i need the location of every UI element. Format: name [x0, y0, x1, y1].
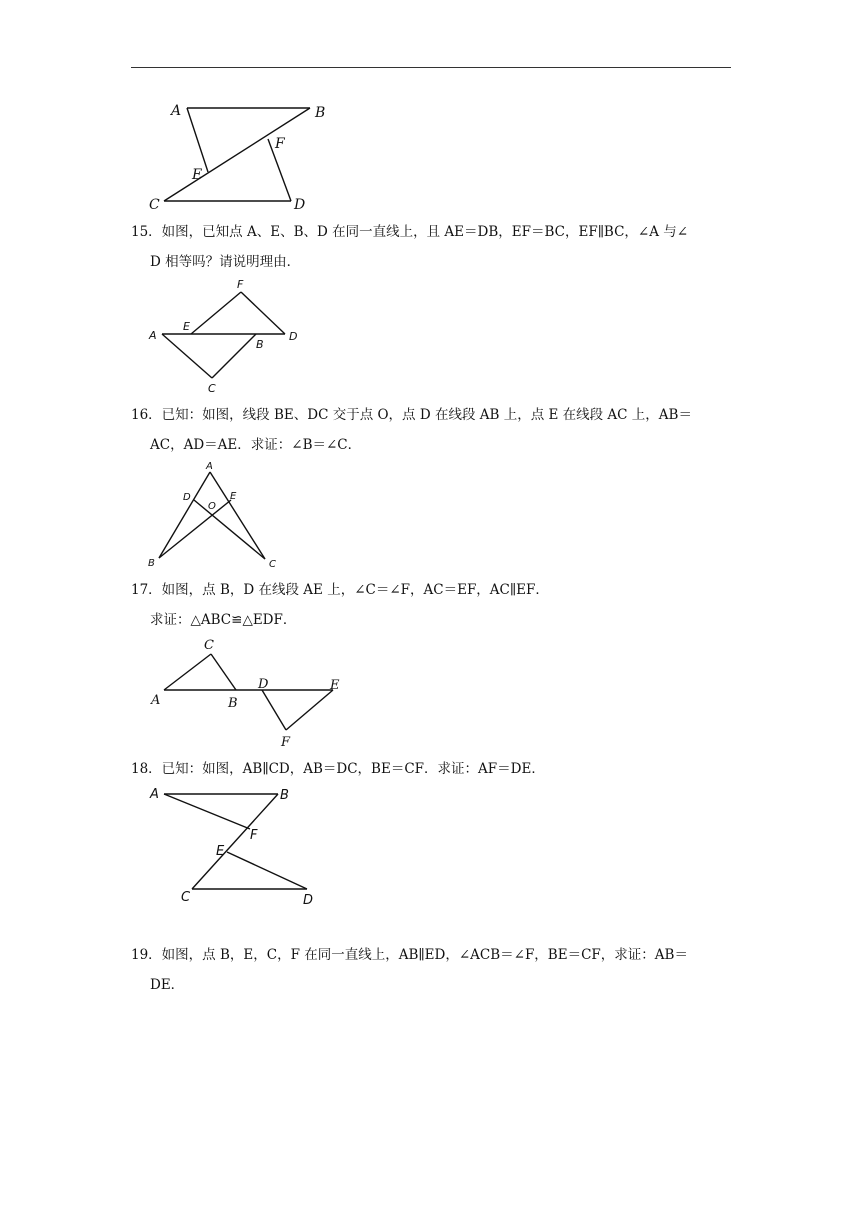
figure-16 — [145, 458, 285, 573]
figure-15 — [145, 278, 310, 398]
problem-17 — [131, 575, 731, 635]
label-a: A — [150, 787, 159, 802]
label-c: C — [208, 382, 216, 395]
label-f: F — [250, 828, 258, 843]
segment-cb — [164, 108, 310, 201]
segment-be — [159, 500, 231, 558]
label-f: F — [237, 278, 244, 291]
label-b: B — [315, 105, 326, 121]
problem-17-line1: 17．如图，点 B，D 在线段 AE 上，∠C＝∠F，AC＝EF，AC∥EF． — [131, 582, 549, 598]
segment-cb — [212, 334, 256, 378]
problem-17-line2: 求证：△ABC≌△EDF． — [150, 612, 297, 628]
problem-19-line1: 19．如图，点 B，E，C，F 在同一直线上，AB∥ED，∠ACB＝∠F，BE＝CF，求证：AB＝ — [131, 947, 688, 963]
label-a: A — [149, 329, 157, 342]
label-e: E — [230, 491, 237, 502]
segment-ac — [164, 654, 211, 690]
problem-18-line1: 18．已知：如图，AB∥CD，AB＝DC，BE＝CF．求证：AF＝DE． — [131, 761, 545, 777]
label-b: B — [148, 558, 155, 569]
label-f: F — [275, 136, 285, 152]
problem-18 — [131, 754, 731, 784]
label-c: C — [149, 197, 160, 213]
segment-cd — [194, 500, 265, 559]
problem-16-line2: AC，AD＝AE．求证：∠B＝∠C． — [150, 437, 362, 453]
label-a: A — [151, 693, 161, 708]
label-b: B — [256, 338, 264, 351]
problem-19-line2: DE． — [150, 977, 185, 993]
segment-ab — [159, 472, 210, 558]
problem-19 — [131, 940, 731, 1000]
figure-18 — [145, 782, 330, 912]
label-c: C — [181, 890, 191, 905]
label-d: D — [183, 492, 191, 503]
segment-af — [164, 794, 250, 829]
label-e: E — [192, 167, 203, 183]
label-o: O — [208, 501, 216, 512]
figure-14 — [140, 95, 360, 220]
label-b: B — [228, 696, 238, 711]
problem-16 — [131, 400, 731, 460]
segment-fd — [241, 292, 285, 334]
problem-15-line2: D 相等吗？请说明理由． — [150, 254, 301, 270]
segment-fe — [286, 690, 333, 730]
segment-cb — [211, 654, 236, 690]
label-e: E — [216, 844, 225, 859]
label-c: C — [204, 638, 214, 653]
label-b: B — [280, 788, 289, 803]
label-d: D — [258, 677, 269, 692]
label-d: D — [289, 330, 298, 343]
problem-15 — [131, 217, 731, 277]
segment-ac — [162, 334, 212, 378]
label-a: A — [171, 103, 182, 119]
label-d: D — [294, 197, 306, 213]
header-rule — [131, 67, 731, 68]
segment-ed — [227, 852, 307, 889]
problem-16-line1: 16．已知：如图，线段 BE、DC 交于点 O，点 D 在线段 AB 上，点 E 在线段 AC 上，AB＝ — [131, 407, 692, 423]
segment-ef — [191, 292, 241, 334]
segment-df — [262, 690, 286, 730]
problem-15-line1: 15．如图，已知点 A、E、B、D 在同一直线上，且 AE＝DB，EF＝BC，EF∥BC，∠A 与∠ — [131, 224, 689, 240]
segment-ae — [187, 108, 208, 172]
label-a: A — [206, 461, 213, 472]
segment-bc — [192, 794, 278, 889]
figure-17 — [145, 632, 355, 754]
label-e: E — [183, 320, 190, 333]
label-e: E — [330, 678, 340, 693]
label-f: F — [281, 735, 291, 750]
segment-ac — [210, 472, 265, 559]
label-d: D — [303, 893, 314, 908]
label-c: C — [269, 559, 276, 570]
